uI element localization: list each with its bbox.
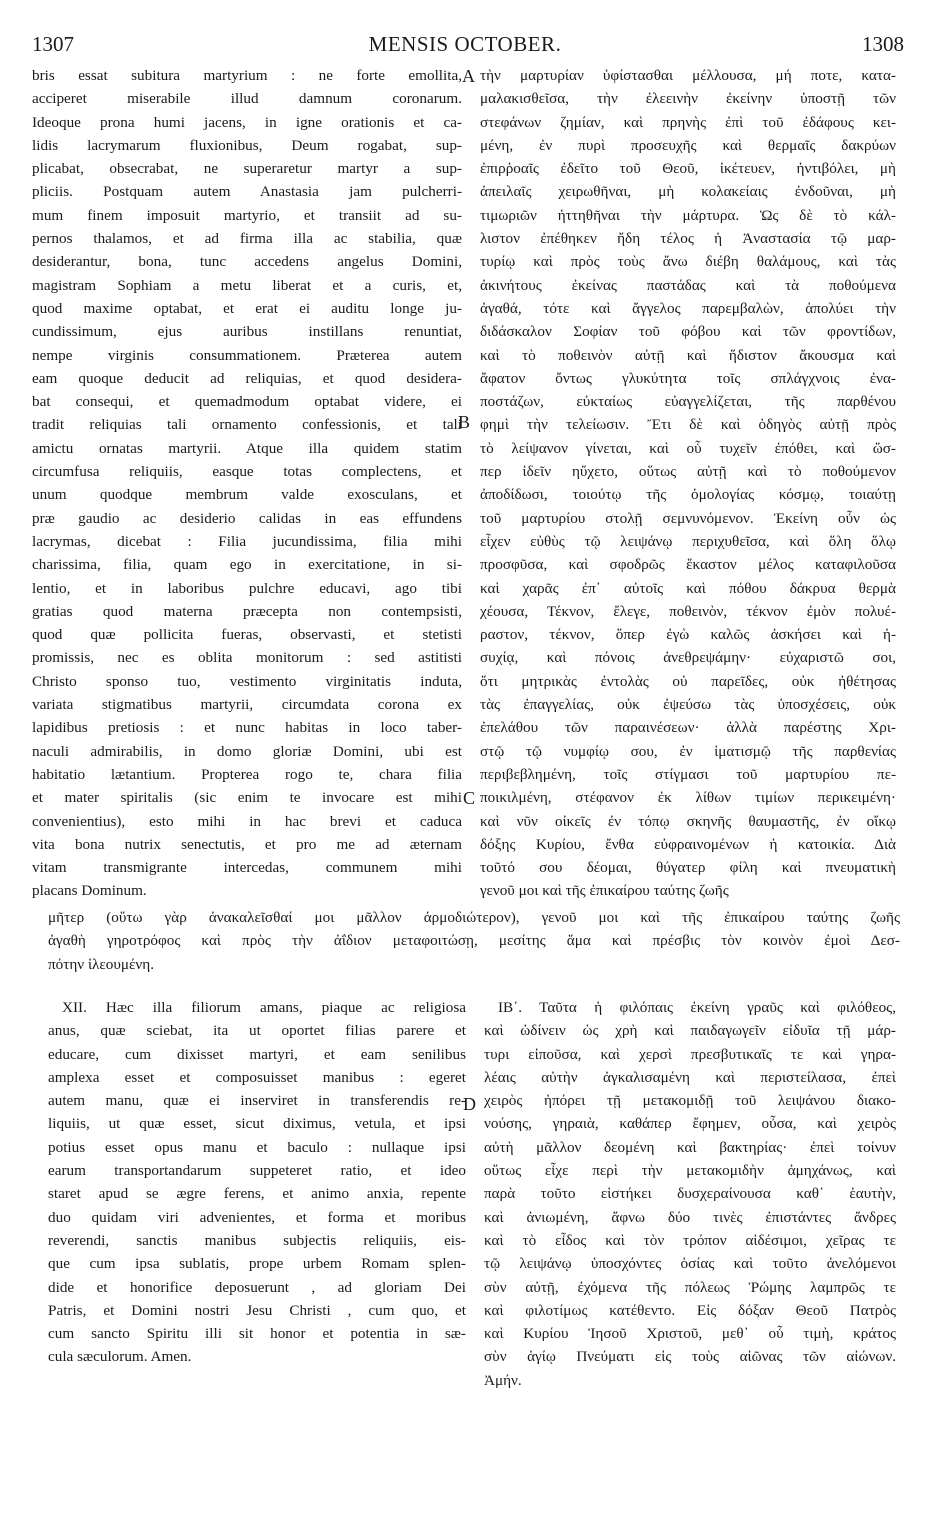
- text-line: duo quidam viri advenientes, et forma et moribus: [48, 1208, 466, 1226]
- text-line: lidis lacrymarum fluxionibus, Deum rogabat, sup-: [32, 136, 462, 154]
- text-line: bris essat subitura martyrium : ne forte emollita,: [32, 67, 462, 84]
- text-line: cundissimum, ejus auribus instillans renuntiat,: [32, 323, 462, 341]
- text-line: ἀπειλαῖς χειρωθῆναι, μὴ κολακείαις ἐνδοῦναι, μὴ: [480, 183, 896, 201]
- text-line: educare, cum dixisset martyri, et eam senilibus: [48, 1045, 466, 1063]
- text-line: que cum ipsa sublatis, prope urbem Romam splen-: [48, 1255, 466, 1273]
- text-line: τοῦ μαρτυρίου στολῇ σεμνυνόμενον. Ἐκείνη οὖν ὡς: [480, 509, 896, 527]
- text-line: διδάσκαλον Σοφίαν τοῦ φόβου καὶ τῶν φροντίδων,: [480, 323, 896, 341]
- text-line: autem manu, quæ ei inserviret in transferendis re-: [48, 1092, 466, 1110]
- text-line: τιμωριῶν ἡττηθῆναι τὴν μάρτυρα. Ὡς δὲ τὸ κάλ-: [480, 206, 896, 224]
- text-line: præ gaudio ac desiderio calidas in eas effundens: [32, 509, 462, 527]
- text-line: καὶ Κυρίου Ἰησοῦ Χριστοῦ, μεθ᾽ οὗ τιμὴ, κράτος: [484, 1325, 896, 1343]
- text-line: καὶ τὸ ποθεινὸν αὐτῇ καὶ ἥδιστον ἄκουσμα καὶ: [480, 346, 896, 364]
- text-line: συχίᾳ, καὶ πόνοις ἀνεθρεψάμην· εὐχαριστῶ σοι,: [480, 649, 896, 667]
- text-line: potius esset opus manu et baculo : nullaque ipsi: [48, 1138, 466, 1156]
- text-line: bat consequi, et quemadmodum optabat videre, ei: [32, 393, 462, 411]
- text-line: lentio, et in laboribus pulchre educavi, ago tibi: [32, 579, 462, 597]
- text-line: λέαις αὐτὴν ἀγκαλισαμένη καὶ περιστείλασα, ἐπεὶ: [484, 1068, 896, 1086]
- right-page-number: 1308: [862, 32, 904, 56]
- latin-column-top: [32, 64, 462, 903]
- text-line: vita bona nutrix senectutis, et pro me ad æternam: [32, 835, 462, 853]
- text-line: στεφάνων ζημίαν, καὶ πρηνὴς ἐπὶ τοῦ ἐδάφους κει-: [480, 113, 896, 131]
- text-line: φημὶ τὴν τελείωσιν. Ἔτι δὲ καὶ ὁδηγὸς αὐτῇ πρὸς: [480, 416, 896, 434]
- text-line: nempe virginis consummationem. Præterea autem: [32, 346, 462, 364]
- text-line: Patris, et Domini nostri Jesu Christi , cum quo, et: [48, 1301, 466, 1319]
- text-line: circumfusa reliquiis, easque totas complectens, et: [32, 463, 462, 481]
- text-line: naculi admirabilis, in domo gloriæ Domini, ubi est: [32, 742, 462, 760]
- text-line: amictu ornatas martyrii. Atque illa quidem statim: [32, 439, 462, 457]
- text-line: παρὰ τοῦτο εἱστήκει δυσχεραίνουσα καθ᾽ ἑαυτὴν,: [484, 1185, 896, 1203]
- text-line: μαλακισθεῖσα, τὴν ἐλεεινὴν ἐκείνην ὑποστῇ τῶν: [480, 90, 896, 108]
- text-line: καὶ χαρᾶς ἐπ᾽ αὐτοῖς καὶ πόθου δάκρυα θερμὰ: [480, 579, 896, 597]
- text-line: καὶ τὸ εἶδος καὶ τὸν τρόπον αἰδέσιμοι, χεῖρας τε: [484, 1231, 896, 1249]
- text-line: acciperet miserabile illud damnum coronarum.: [32, 90, 462, 108]
- running-title: MENSIS OCTOBER.: [368, 32, 562, 56]
- greek-full-width-passage: [48, 906, 900, 976]
- text-line: τὰς ἐπαγγελίας, οὐκ ἐψεύσω τὰς ὑποσχέσεις, οὐκ: [480, 696, 896, 714]
- text-line: ὅτι μητρικὰς ἐντολὰς οὐ παρεῖδες, οὐκ ἠθέτησας: [480, 672, 896, 690]
- text-line: Ἀμήν.: [484, 1371, 522, 1389]
- text-line: et mater spiritalis (sic enim te invocare est mihi: [32, 789, 462, 807]
- greek-section-ib: [484, 996, 896, 1392]
- text-line: promissis, nec es oblita monitorum : sed astitisti: [32, 649, 462, 667]
- text-line: πότην ἱλεουμένη.: [48, 955, 155, 973]
- text-line: καὶ ἀνιωμένη, ἄφνω δύο τινὲς ἐπιστάντες ἄνδρες: [484, 1208, 896, 1226]
- text-line: ἄφατον ὄντως γλυκύτητα τοῖς σπλάγχνοις ἐνα-: [480, 369, 896, 387]
- text-line: anus, quæ sciebat, ita ut oportet filias parere et: [48, 1022, 466, 1040]
- text-line: desiderantur, bona, tunc accedens angelus Domini,: [32, 253, 462, 271]
- text-line: quod maxime optabat, et erat ei auditu longe ju-: [32, 299, 462, 317]
- text-line: liquiis, ut quæ esset, sicut diximus, vetula, et ipsi: [48, 1115, 466, 1133]
- text-line: dide et honorifice deposuerunt , ad gloriam Dei: [48, 1278, 466, 1296]
- text-line: mum finem imposuit martyrio, et transiit ad su-: [32, 206, 462, 224]
- text-line: placans Dominum.: [32, 882, 147, 900]
- margin-marker-a: A: [462, 66, 475, 86]
- text-line: καὶ νῦν οἰκεῖς ἐν τόπῳ σκηνῆς θαυμαστῆς, ἐν οἴκῳ: [480, 812, 896, 830]
- text-line: ἀγαθὴ γηροτρόφος καὶ πρὸς τὴν ἀΐδιον μεταφοιτώσῃ, μεσίτης ἅμα καὶ πρέσβις τὸν κοινὸν ἐμοὶ Δεσ-: [48, 932, 900, 950]
- text-line: Christo sponso tuo, vestimento virginitatis induta,: [32, 672, 462, 690]
- text-line: τῷ λειψάνῳ ὑποσχόντες ὁσίας καὶ τοῦτο ἀνελόμενοι: [484, 1255, 896, 1273]
- text-line: eam quoque deducit ad reliquias, et quod desidera-: [32, 369, 462, 387]
- text-line: λιστον ἐπέθηκεν ἤδη τέλος ἡ Ἀναστασία τῷ μαρ-: [480, 230, 896, 248]
- text-line: variata stigmatibus martyrii, circumdata corona ex: [32, 696, 462, 714]
- text-line: ἀκινήτους ἐκείνας παστάδας καὶ τὰ ποθούμενα: [480, 276, 896, 294]
- text-line: unum quodque membrum valde exosculans, et: [32, 486, 462, 504]
- text-line: χειρὸς ἠπόρει τῇ μετακομιδῇ τοῦ λειψάνου διακο-: [484, 1092, 896, 1110]
- text-line: plicabat, obsecrabat, ne superaretur martyr a sup-: [32, 160, 462, 178]
- text-line: εἶχεν εὐθὺς τῷ λειψάνῳ περιχυθεῖσα, καὶ ὅλη ὅλῳ: [480, 532, 896, 550]
- text-line: περιβεβλημένη, τοῖς στίγμασι τοῦ μαρτυρίου πε-: [480, 765, 896, 783]
- text-line: convenientius), esto mihi in hac brevi et caduca: [32, 812, 462, 830]
- text-line: ποικιλμένη, στέφανον ἐκ λίθων τιμίων περικειμένη·: [480, 789, 896, 807]
- text-line: νούσης, γηραιὰ, καθάπερ ἔφημεν, οὖσα, καὶ χειρὸς: [484, 1115, 896, 1133]
- margin-marker-c: C: [463, 788, 476, 808]
- text-line: ἀποδίδωσι, τοιούτῳ τῆς ὁμολογίας κόσμῳ, τοιαύτῃ: [480, 486, 896, 504]
- left-page-number: 1307: [32, 32, 74, 56]
- text-line: Ideoque prona humi jacens, in igne orationis et ca-: [32, 113, 462, 131]
- text-line: lapidibus pretiosis : et nunc habitas in loco taber-: [32, 719, 462, 737]
- text-line: cum sancto Spiritu illi sit honor et potentia in sæ-: [48, 1325, 466, 1343]
- text-line: μένη, ἐν πυρὶ προσευχῆς καὶ θερμαῖς δακρύων: [480, 136, 896, 154]
- text-line: καὶ ὠδίνειν ὡς χρὴ καὶ παιδαγωγεῖν εἰδυῖα τῇ μάρ-: [484, 1022, 896, 1040]
- text-line: ἐπελάθου τῶν παραινέσεων· ἀλλὰ παρέστης Χρι-: [480, 719, 896, 737]
- text-line: στῷ τῷ νυμφίῳ σου, ἐν ἱματισμῷ τῆς παρθενίας: [480, 742, 896, 760]
- text-line: χέουσα, Τέκνον, ἔλεγε, ποθεινὸν, τέκνον ἐμὸν πολυέ-: [480, 602, 896, 620]
- text-line: ἐπιρῥοαῖς ἐδεῖτο τοῦ Θεοῦ, ἱκέτευεν, ἠντιβόλει, μὴ: [480, 160, 896, 178]
- text-line: μῆτερ (οὕτω γὰρ ἀνακαλεῖσθαί μοι μᾶλλον ἁρμοδιώτερον), γενοῦ μοι καὶ τῆς ἐπικαίρου ταύτης ζωῆς: [48, 909, 900, 926]
- text-line: τὴν μαρτυρίαν ὑφίστασθαι μέλλουσα, μή ποτε, κατα-: [480, 67, 896, 84]
- text-line: amplexa esset et composuisset manibus : egeret: [48, 1068, 466, 1086]
- text-line: pernos thalamos, et ad firma illa ac stabilia, quæ: [32, 230, 462, 248]
- text-line: charissima, filia, quam ego in exercitatione, in si-: [32, 556, 462, 574]
- text-line: τοῦτό σου δέομαι, θύγατερ φίλη καὶ πνευματικὴ: [480, 859, 896, 877]
- greek-column-top: [480, 64, 896, 903]
- text-line: σὺν αὐτῇ, ἐχόμενα τῆς πόλεως Ῥώμης λαμπρῶς τε: [484, 1278, 896, 1296]
- text-line: reverendi, sanctis manibus subjectis reliquiis, eis-: [48, 1231, 466, 1249]
- text-line: habitatio lætantium. Propterea rogo te, chara filia: [32, 765, 462, 783]
- text-line: τὸ λείψανον γίνεται, καὶ οὗ τυχεῖν ἐπόθει, καὶ ὥσ-: [480, 439, 896, 457]
- text-line: τυρι εἰποῦσα, καὶ χερσὶ πρεσβυτικαῖς τε καὶ γηρα-: [484, 1045, 896, 1063]
- text-line: gratias quod materna præcepta non contempsisti,: [32, 602, 462, 620]
- text-line: magistram Sophiam a metu liberat et a curis, et,: [32, 276, 462, 294]
- latin-section-xii: [48, 996, 466, 1369]
- text-line: προσφῦσα, καὶ σφοδρῶς ἕκαστον μέλος καταφιλοῦσα: [480, 556, 896, 574]
- text-line: staret apud se ægre ferens, et animo anxia, repente: [48, 1185, 466, 1203]
- text-line: σὺν ἁγίῳ Πνεύματι εἰς τοὺς αἰῶνας τῶν αἰώνων.: [484, 1348, 896, 1366]
- margin-marker-b: B: [458, 412, 471, 432]
- text-line: vitam transmigrante intercedas, communem mihi: [32, 859, 462, 877]
- text-line: ΙΒ΄. Ταῦτα ἡ φιλόπαις ἐκείνη γραῦς καὶ φιλόθεος,: [498, 999, 896, 1016]
- text-line: tradit reliquias tali ornamento confessionis, et tali: [32, 416, 462, 434]
- text-line: quod quæ pollicita fueras, observasti, et stetisti: [32, 626, 462, 644]
- text-line: τυρίῳ καὶ πρὸς τοὺς ἄνω διέβη θαλάμους, καὶ τὰς: [480, 253, 896, 271]
- text-line: lacrymas, dicebat : Filia jucundissima, filia mihi: [32, 532, 462, 550]
- text-line: cula sæculorum. Amen.: [48, 1348, 192, 1366]
- text-line: pliciis. Postquam autem Anastasia jam pulcherri-: [32, 183, 462, 201]
- margin-marker-d: D: [463, 1094, 476, 1114]
- text-line: ἀγαθά, τότε καὶ ἄγγελος παρεμβαλὼν, ἀπολύει τὴν: [480, 299, 896, 317]
- text-line: XII. Hæc illa filiorum amans, piaque ac religiosa: [62, 999, 466, 1016]
- text-line: δόξης Κυρίου, ἔνθα εὐφραινομένων ἡ κατοικία. Διὰ: [480, 835, 896, 853]
- text-line: γενοῦ μοι καὶ τῆς ἐπικαίρου ταύτης ζωῆς: [480, 882, 729, 900]
- text-line: ραστον, τέκνον, ὅπερ ἐγὼ καλῶς ἀσκήσει καὶ ἡ-: [480, 626, 896, 644]
- text-line: earum transportandarum suppeteret ratio, et ideo: [48, 1162, 466, 1180]
- text-line: ποστάζων, εὐκταίως εὐαγγελίζεται, τῆς παρθένου: [480, 393, 896, 411]
- text-line: οὕτως εἶχε περὶ τὴν μετακομιδὴν ἀμηχάνως, καὶ: [484, 1162, 896, 1180]
- text-line: αὐτὴ μᾶλλον δεομένη καὶ βακτηρίας· ἐπεὶ τοίνυν: [484, 1138, 896, 1156]
- text-line: περ ἰδεῖν ηὔχετο, οὕτως αὐτῇ καὶ τὸ ποθούμενον: [480, 463, 896, 481]
- text-line: καὶ φιλοτίμως κατέθεντο. Εἰς δόξαν Θεοῦ Πατρὸς: [484, 1301, 896, 1319]
